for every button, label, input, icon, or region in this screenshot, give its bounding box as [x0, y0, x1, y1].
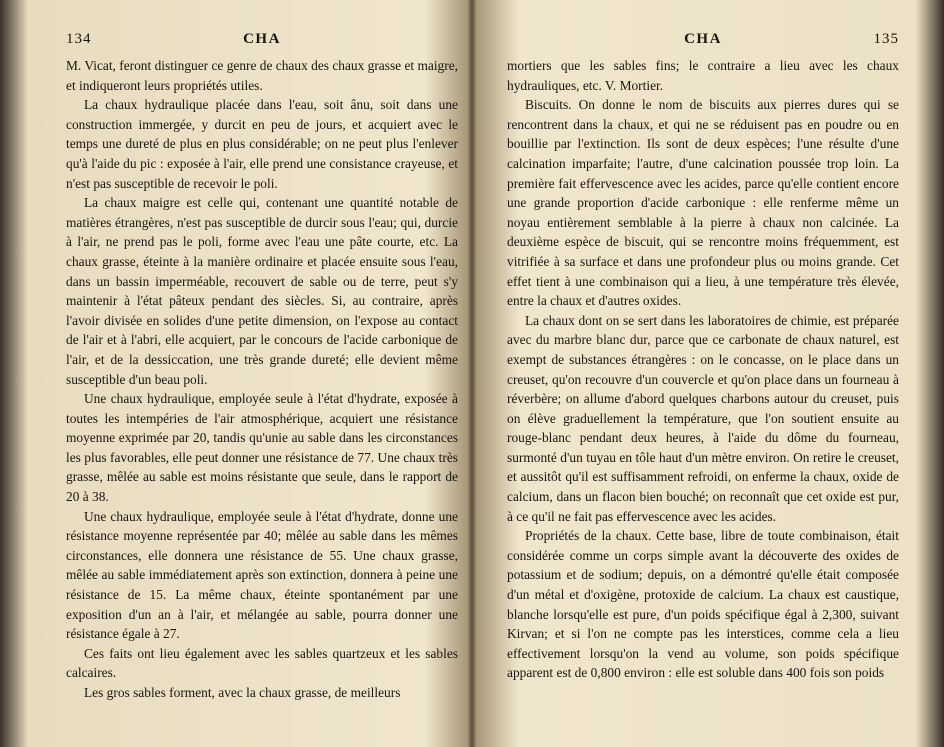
right-paragraph-1: mortiers que les sables fins; le contraire a lieu avec les chaux hydrauliques, etc. V. Mortier. — [507, 58, 899, 93]
left-paragraph-1: M. Vicat, feront distinguer ce genre de chaux des chaux grasse et maigre, et indiqueront leurs propriétés utiles. — [66, 58, 458, 93]
left-paragraph-6: Ces faits ont lieu également avec les sables quartzeux et les sables calcaires. — [66, 645, 458, 681]
left-running-head: CHA — [243, 31, 281, 47]
right-paragraph-4: Propriétés de la chaux. Cette base, libre de toute combinaison, était considérée comme un corps simple avant la découverte des oxides de potassium et de sodium; depuis, on a démontré qu'elle était composée d'un métal et d'oxigène, protoxide de calcium. La chaux est caustique, blanche lorsqu'elle est pure, d'un poids spécifique égal à 2,300, suivant Kirvan; et si l'on ne compte pas les interstices, comme cela a lieu effectivement lorsqu'on la vend au volume, son poids spécifique apparent est de 0,800 environ : elle est soluble dans 400 fois son poids — [507, 528, 899, 681]
left-paragraph-2: La chaux hydraulique placée dans l'eau, soit ânu, soit dans une construction immergée, y durcit en peu de jours, et acquiert avec le temps une dureté de plus en plus considérable; on ne peut plus l'enlever qu'à l'aide du pic : exposée à l'air, elle prend une consistance crayeuse, et n'est pas susceptible de recevoir le poli. — [66, 97, 458, 191]
right-paragraph-2: Biscuits. On donne le nom de biscuits aux pierres dures qui se rencontrent dans la chaux, et qui ne se réduisent pas en poudre ou en bouillie par l'extinction. Ils sont de deux espèces; l'une résulte d'une calcination imparfaite; l'autre, d'une calcination poussée trop loin. La première fait effervescence avec les acides, parce qu'elle contient encore une grande proportion d'acide carbonique : elle renferme même un noyau entièrement semblable à la pierre à chaux non calcinée. La deuxième espèce de biscuit, qui se rencontre moins fréquemment, est vitrifiée à sa surface et dans une profondeur plus ou moins grande. Cet effet tient à une combinaison qui a lieu, à une température très élevée, entre la chaux et d'autres oxides. — [507, 97, 899, 309]
right-page-number: 135 — [873, 31, 899, 47]
left-page — [66, 30, 458, 727]
left-paragraph-5: Une chaux hydraulique, employée seule à l'état d'hydrate, donne une résistance moyenne représentée par 40; mêlée au sable dans les mêmes circonstances, elle donnera une résistance de 55. Une chaux grasse, mêlée au sable immédiatement après son extinction, donnera à peine une résistance de 15. La même chaux, éteinte spontanément par une exposition d'un an à l'air, et mélangée au sable, pourra donner une résistance égale à 27. — [66, 508, 458, 642]
left-header — [66, 30, 458, 56]
left-paragraph-4: Une chaux hydraulique, employée seule à l'état d'hydrate, exposée à toutes les intempéries de l'air atmosphérique, acquiert une résistance moyenne exprimée par 20, tandis qu'unie au sable dans les circonstances les plus favorables, elle peut donner une résistance de 77. Une chaux très grasse, mêlée au sable est moins résistante que seule, dans le rapport de 20 à 38. — [66, 391, 458, 505]
right-paragraph-3: La chaux dont on se sert dans les laboratoires de chimie, est préparée avec du marbre blanc dur, parce que ce carbonate de chaux naturel, est exempt de substances étrangères : on le concasse, on le place dans un creuset, qu'on recouvre d'un couvercle et qu'on place dans un fourneau à réverbère; on allume d'abord quelques charbons autour du creuset, puis on élève graduellement la température, que l'on soutient ensuite au rouge-blanc pendant deux heures, à l'aide du dôme du fourneau, surmonté d'un tuyau en tôle haut d'un mètre environ. On retire le creuset, et aussitôt qu'il est suffisamment refroidi, on enferme la chaux, oxide de calcium, dans un flacon bien bouché; on reconnaît que cet oxide est pur, à ce qu'il ne fait pas effervescence avec les acides. — [507, 312, 899, 524]
right-page — [507, 30, 899, 727]
left-paragraph-3: La chaux maigre est celle qui, contenant une quantité notable de matières étrangères, n'est pas susceptible de durcir sous l'eau; qui, durcie à l'air, ne prend pas le poli, forme avec l'eau une pâte courte, etc. La chaux grasse, éteinte à la manière ordinaire et placée ensuite sous l'eau, dans un bassin imperméable, recouvert de sable ou de terre, peut s'y maintenir à l'état pâteux pendant des siècles. Si, au contraire, après l'avoir divisée en solides d'une petite dimension, on l'expose au contact de l'air et à l'abri, elle acquiert, par le concours de l'acide carbonique de l'air, et de la dessiccation, une très grande dureté; elle devient même susceptible d'un beau poli. — [66, 195, 458, 387]
left-page-number: 134 — [66, 31, 92, 47]
right-running-head: CHA — [684, 31, 722, 47]
left-paragraph-7: Les gros sables forment, avec la chaux grasse, de meilleurs — [84, 685, 401, 700]
right-header — [507, 30, 899, 56]
